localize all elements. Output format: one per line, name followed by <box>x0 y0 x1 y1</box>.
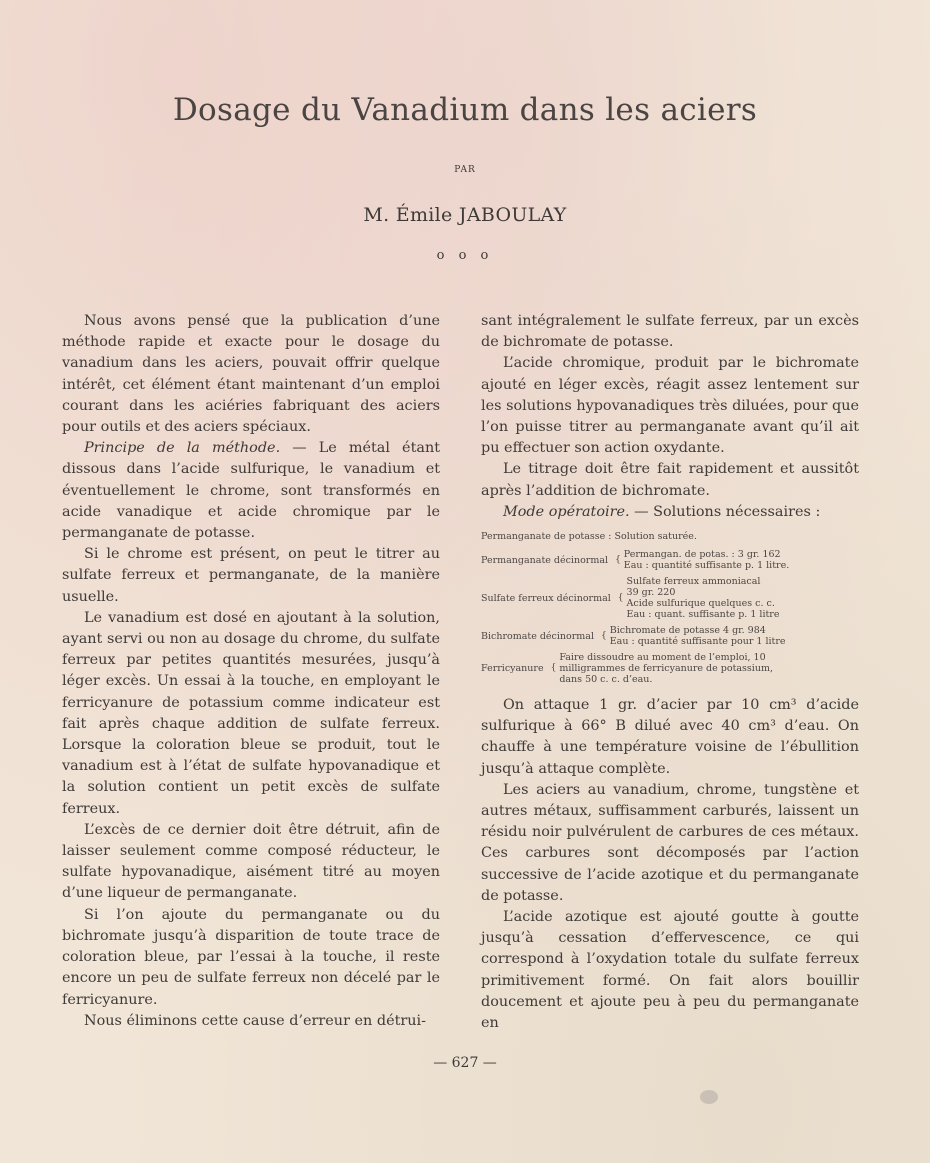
paragraph: L’acide chromique, produit par le bichromate ajouté en léger excès, réagit assez lentement sur les solutions hypovanadiques très diluées, pour que l’on puisse titrer au permanganate avant qu’il ait pu effectuer son action oxydante. <box>481 355 859 457</box>
paragraph-text: — Solutions nécessaires : <box>629 503 821 520</box>
solution-row <box>481 625 859 647</box>
solution-desc <box>610 625 859 647</box>
solution-desc-line: milligrammes de ferricyanure de potassium, <box>559 663 773 675</box>
right-column <box>481 311 859 1034</box>
solution-row <box>481 549 859 571</box>
solution-name: Bichromate décinormal <box>481 630 595 642</box>
ink-smudge <box>700 1090 718 1104</box>
solution-desc <box>624 549 859 571</box>
brace: { <box>601 630 607 641</box>
paragraph: L’excès de ce dernier doit être détruit, afin de laisser seulement comme composé réducteur, le sulfate hypovanadique, aisément titré au moyen d’une liqueur de permanganate. <box>62 821 440 902</box>
paragraph <box>62 438 440 544</box>
page-number: — 627 — <box>433 1055 497 1071</box>
solution-desc-line: Faire dissoudre au moment de l’emploi, 10 <box>559 652 766 664</box>
paragraph: Le vanadium est dosé en ajoutant à la solution, ayant servi ou non au dosage du chrome, du sulfate ferreux par petites quantités mesurées, jusqu’à léger excès. Un essai à la touche, en employant le ferricyanure de potassium comme indicateur est fait après chaque addition de sulfate ferreux. Lorsque la coloration bleue se produit, tout le vanadium est à l’état de sulfate hypovanadique et la solution contient un petit excès de sulfate ferreux. <box>62 609 440 817</box>
solution-row <box>481 576 859 620</box>
solution-desc-line: Permangan. de potas. : 3 gr. 162 <box>623 549 781 561</box>
solution-desc-line: Eau : quantité suffisante pour 1 litre <box>609 636 786 648</box>
author-name: M. Émile JABOULAY <box>363 204 567 226</box>
paragraph <box>481 502 859 523</box>
par-label: PAR <box>454 165 476 175</box>
paragraph: Si l’on ajoute du permanganate ou du bichromate jusqu’à disparition de toute trace de coloration bleue, par l’essai à la touche, il reste encore un peu de sulfate ferreux non décelé par le ferricyanure. <box>62 906 440 1008</box>
brace: { <box>550 663 557 674</box>
paragraph-text: — Le métal étant dissous dans l’acide sulfurique, le vanadium et éventuellement le chrome, sont transformés en acide vanadique et acide chromique par le permanganate de potasse. <box>62 440 440 542</box>
solution-name: Permanganate décinormal <box>481 554 609 566</box>
paragraph: L’acide azotique est ajouté goutte à goutte jusqu’à cessation d’effervescence, ce qui correspond à l’oxydation totale du sulfate ferreux primitivement formé. On fait alors bouillir doucement et ajoute peu à peu du permanganate en <box>481 909 859 1032</box>
solution-line: Permanganate de potasse : Solution saturée. <box>481 531 697 543</box>
solution-row <box>481 531 859 542</box>
solution-desc-line: Sulfate ferreux ammoniacal <box>626 576 761 588</box>
paragraph: Le titrage doit être fait rapidement et aussitôt après l’addition de bichromate. <box>481 461 859 499</box>
paragraph: Nous avons pensé que la publication d’une méthode rapide et exacte pour le dosage du vanadium dans les aciers, pouvait offrir quelque intérêt, cet élément étant maintenant d’un emploi courant dans les aciéries fabriquant des aciers pour outils et des aciers spéciaux. <box>62 313 440 436</box>
solution-desc <box>627 576 859 620</box>
solution-desc-line: Eau : quantité suffisante p. 1 litre. <box>623 560 790 572</box>
solution-name: Sulfate ferreux décinormal <box>481 592 611 604</box>
section-label: Principe de la méthode. <box>84 440 281 457</box>
section-label: Mode opératoire. <box>503 503 630 520</box>
solution-row <box>481 652 859 685</box>
solution-desc-line: Eau : quant. suffisante p. 1 litre <box>626 609 780 621</box>
solution-desc <box>559 652 859 685</box>
solution-desc-line: Acide sulfurique quelques c. c. <box>626 598 775 610</box>
ornament: o o o <box>436 248 494 263</box>
left-column <box>62 311 440 1032</box>
solution-name: Ferricyanure <box>481 663 544 675</box>
brace: { <box>617 592 624 603</box>
paragraph: Nous éliminons cette cause d’erreur en détrui- <box>84 1012 427 1029</box>
paragraph: sant intégralement le sulfate ferreux, par un excès de bichromate de potasse. <box>481 313 859 351</box>
solution-desc-line: dans 50 c. c. d’eau. <box>559 674 653 686</box>
paragraph: Si le chrome est présent, on peut le titrer au sulfate ferreux et permanganate, de la manière usuelle. <box>62 546 440 605</box>
solution-desc-line: 39 gr. 220 <box>626 587 676 599</box>
brace: { <box>615 554 621 565</box>
solution-desc-line: Bichromate de potasse 4 gr. 984 <box>609 625 766 637</box>
solutions-table <box>481 531 859 685</box>
article-title: Dosage du Vanadium dans les aciers <box>172 92 758 128</box>
paragraph: On attaque 1 gr. d’acier par 10 cm³ d’acide sulfurique à 66° B dilué avec 40 cm³ d’eau. On chauffe à une température voisine de l’ébullition jusqu’à attaque complète. <box>481 697 859 777</box>
paragraph: Les aciers au vanadium, chrome, tungstène et autres métaux, suffisamment carburés, laissent un résidu noir pulvérulent de carbures de ces métaux. Ces carbures sont décomposés par l’action successive de l’acide azotique et du permanganate de potasse. <box>481 781 859 904</box>
